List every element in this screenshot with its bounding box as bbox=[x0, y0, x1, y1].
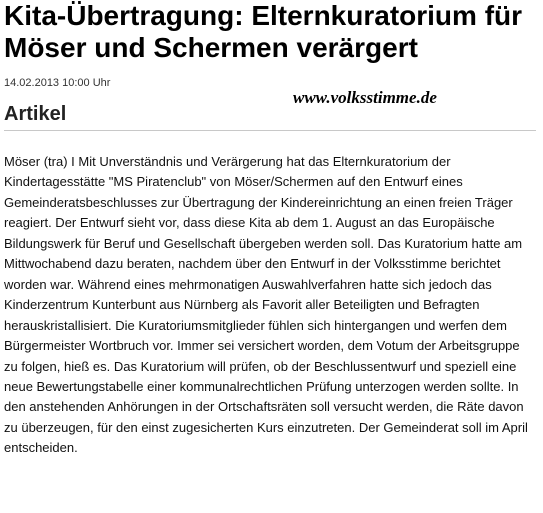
article-body: Möser (tra) I Mit Unverständnis und Verärgerung hat das Elternkuratorium der Kindertagesstätte "MS Piratenclub" von Möser/Schermen auf den Entwurf eines Gemeinderatsbeschlusses zur Übertragung der Kindereinrichtung an einen freien Träger reagiert. Der Entwurf sieht vor, dass diese Kita ab dem 1. August an das Europäische Bildungswerk für Beruf und Gesellschaft übergeben werden soll. Das Kuratorium hatte am Mittwochabend dazu beraten, nachdem über den Entwurf in der Volksstimme berichtet worden war. Während eines mehrmonatigen Auswahlverfahren hatte sich jedoch das Kinderzentrum Kunterbunt aus Nürnberg als Favorit aller Beteiligten und Befragten herauskristallisiert. Die Kuratoriumsmitglieder fühlen sich hintergangen und werfen dem Bürgermeister Wortbruch vor. Immer sei versichert worden, dem Votum der Arbeitsgruppe zu folgen, hieß es. Das Kuratorium will prüfen, ob der Beschlussentwurf und speziell eine neue Bewertungstabelle einer kommunalrechtlichen Prüfung unterzogen werden sollte. In den anstehenden Anhörungen in der Ortschaftsräten soll versucht werden, die Räte davon zu überzeugen, für den einst zugesicherten Kurs einzutreten. Der Gemeinderat soll im April entscheiden. bbox=[4, 154, 528, 456]
article-headline: Kita-Übertragung: Elternkuratorium für Möser und Schermen verärgert bbox=[4, 0, 523, 63]
source-url-watermark: www.volksstimme.de bbox=[293, 88, 437, 107]
publication-date: 14.02.2013 10:00 Uhr bbox=[4, 77, 111, 89]
section-heading: Artikel bbox=[4, 103, 67, 125]
section-divider bbox=[4, 130, 536, 131]
